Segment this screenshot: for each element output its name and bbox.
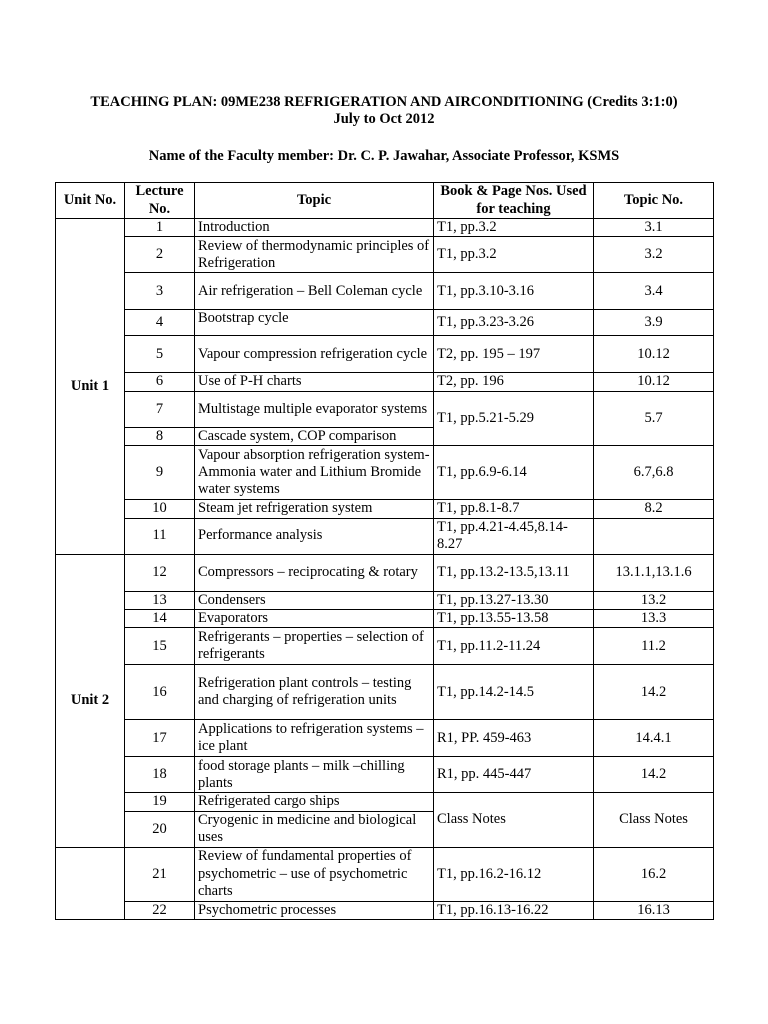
table-row [56, 610, 714, 628]
topic-cell: Compressors – reciprocating & rotary [195, 554, 434, 591]
book-cell: R1, pp. 445-447 [434, 757, 594, 793]
topic-no-cell: 10.12 [594, 373, 714, 391]
topic-cell: Psychometric processes [195, 901, 434, 919]
table-row [56, 591, 714, 609]
unit-cell [56, 847, 125, 919]
table-row [56, 847, 714, 901]
topic-no-cell: 11.2 [594, 628, 714, 665]
table-header-row [56, 183, 714, 219]
topic-no-cell: 14.2 [594, 665, 714, 720]
topic-no-cell: 3.4 [594, 273, 714, 310]
lecture-cell: 19 [125, 793, 195, 811]
book-cell: T1, pp.16.2-16.12 [434, 847, 594, 901]
topic-no-cell: 16.2 [594, 847, 714, 901]
topic-no-cell: Class Notes [594, 793, 714, 847]
table-row [56, 518, 714, 554]
unit-cell: Unit 2 [56, 554, 125, 847]
topic-cell: Air refrigeration – Bell Coleman cycle [195, 273, 434, 310]
topic-cell: Review of fundamental properties of psychometric – use of psychometric charts [195, 847, 434, 901]
lecture-cell: 21 [125, 847, 195, 901]
topic-no-cell: 5.7 [594, 391, 714, 445]
topic-no-cell: 6.7,6.8 [594, 446, 714, 500]
topic-no-cell: 3.9 [594, 310, 714, 336]
lecture-cell: 15 [125, 628, 195, 665]
lecture-cell: 20 [125, 811, 195, 847]
topic-header: Topic [195, 183, 434, 219]
topic-cell: Refrigerants – properties – selection of refrigerants [195, 628, 434, 665]
lecture-cell: 16 [125, 665, 195, 720]
lecture-cell: 5 [125, 336, 195, 373]
book-cell: T1, pp.4.21-4.45,8.14-8.27 [434, 518, 594, 554]
lecture-no-header: Lecture No. [125, 183, 195, 219]
book-cell: T1, pp.13.2-13.5,13.11 [434, 554, 594, 591]
topic-cell: food storage plants – milk –chilling plants [195, 757, 434, 793]
topic-cell: Condensers [195, 591, 434, 609]
plan-period: July to Oct 2012 [333, 111, 435, 127]
topic-no-cell: 13.1.1,13.1.6 [594, 554, 714, 591]
topic-cell: Refrigeration plant controls – testing and charging of refrigeration units [195, 665, 434, 720]
topic-cell: Steam jet refrigeration system [195, 500, 434, 518]
book-cell: T1, pp.3.2 [434, 219, 594, 237]
lecture-cell: 1 [125, 219, 195, 237]
lecture-cell: 3 [125, 273, 195, 310]
topic-cell: Refrigerated cargo ships [195, 793, 434, 811]
book-cell: Class Notes [434, 793, 594, 847]
lecture-cell: 18 [125, 757, 195, 793]
topic-no-cell: 3.2 [594, 237, 714, 273]
book-cell: T1, pp.6.9-6.14 [434, 446, 594, 500]
topic-cell: Applications to refrigeration systems – ice plant [195, 720, 434, 757]
table-row [56, 273, 714, 310]
topic-no-cell [594, 518, 714, 554]
unit-cell: Unit 1 [56, 219, 125, 555]
book-cell: T1, pp.16.13-16.22 [434, 901, 594, 919]
topic-cell: Vapour absorption refrigeration system-Ammonia water and Lithium Bromide water systems [195, 446, 434, 500]
topic-cell: Introduction [195, 219, 434, 237]
book-cell: T1, pp.5.21-5.29 [434, 391, 594, 445]
table-row [56, 793, 714, 811]
topic-cell: Performance analysis [195, 518, 434, 554]
teaching-plan-table [55, 182, 714, 920]
lecture-cell: 2 [125, 237, 195, 273]
book-cell: T1, pp.8.1-8.7 [434, 500, 594, 518]
plan-title: TEACHING PLAN: 09ME238 REFRIGERATION AND AIRCONDITIONING (Credits 3:1:0) [90, 94, 678, 110]
table-row [56, 310, 714, 336]
unit-no-header: Unit No. [56, 183, 125, 219]
book-pages-header: Book & Page Nos. Used for teaching [434, 183, 594, 219]
topic-no-cell: 3.1 [594, 219, 714, 237]
topic-no-cell: 14.2 [594, 757, 714, 793]
table-row [56, 219, 714, 237]
topic-cell: Cascade system, COP comparison [195, 427, 434, 445]
lecture-cell: 13 [125, 591, 195, 609]
lecture-cell: 14 [125, 610, 195, 628]
lecture-cell: 4 [125, 310, 195, 336]
lecture-cell: 22 [125, 901, 195, 919]
topic-cell: Vapour compression refrigeration cycle [195, 336, 434, 373]
lecture-cell: 7 [125, 391, 195, 427]
topic-cell: Cryogenic in medicine and biological uses [195, 811, 434, 847]
topic-cell: Use of P-H charts [195, 373, 434, 391]
topic-no-cell: 16.13 [594, 901, 714, 919]
topic-cell: Evaporators [195, 610, 434, 628]
lecture-cell: 12 [125, 554, 195, 591]
table-row [56, 665, 714, 720]
book-cell: T2, pp. 195 – 197 [434, 336, 594, 373]
table-row [56, 237, 714, 273]
topic-no-cell: 13.3 [594, 610, 714, 628]
table-row [56, 373, 714, 391]
table-row [56, 336, 714, 373]
book-cell: T1, pp.13.55-13.58 [434, 610, 594, 628]
topic-cell: Bootstrap cycle [195, 310, 434, 336]
topic-no-header: Topic No. [594, 183, 714, 219]
book-cell: T1, pp.3.2 [434, 237, 594, 273]
lecture-cell: 17 [125, 720, 195, 757]
lecture-cell: 10 [125, 500, 195, 518]
book-cell: T1, pp.3.10-3.16 [434, 273, 594, 310]
book-cell: T1, pp.3.23-3.26 [434, 310, 594, 336]
table-row [56, 391, 714, 427]
lecture-cell: 8 [125, 427, 195, 445]
topic-cell: Review of thermodynamic principles of Refrigeration [195, 237, 434, 273]
table-row [56, 500, 714, 518]
topic-no-cell: 14.4.1 [594, 720, 714, 757]
lecture-cell: 11 [125, 518, 195, 554]
table-row [56, 446, 714, 500]
table-row [56, 628, 714, 665]
book-cell: T1, pp.14.2-14.5 [434, 665, 594, 720]
book-cell: T1, pp.11.2-11.24 [434, 628, 594, 665]
lecture-cell: 9 [125, 446, 195, 500]
topic-no-cell: 10.12 [594, 336, 714, 373]
lecture-cell: 6 [125, 373, 195, 391]
topic-cell: Multistage multiple evaporator systems [195, 391, 434, 427]
table-row [56, 554, 714, 591]
book-cell: T2, pp. 196 [434, 373, 594, 391]
table-row [56, 720, 714, 757]
table-row [56, 757, 714, 793]
book-cell: T1, pp.13.27-13.30 [434, 591, 594, 609]
book-cell: R1, PP. 459-463 [434, 720, 594, 757]
faculty-line: Name of the Faculty member: Dr. C. P. Jawahar, Associate Professor, KSMS [148, 148, 620, 164]
table-row [56, 901, 714, 919]
topic-no-cell: 13.2 [594, 591, 714, 609]
topic-no-cell: 8.2 [594, 500, 714, 518]
